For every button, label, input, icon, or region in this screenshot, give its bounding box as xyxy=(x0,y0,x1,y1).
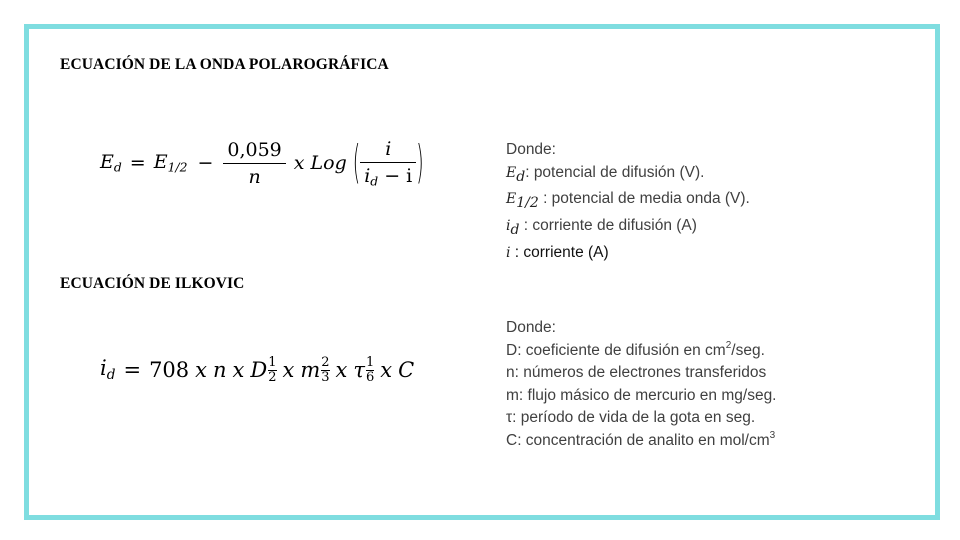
eq2-times: x xyxy=(282,358,295,382)
desc2-line: n: números de electrones transferidos xyxy=(506,364,767,381)
eq1-log-num: i xyxy=(385,137,392,160)
desc1-item: E1/2 : potencial de media onda (V). xyxy=(506,190,750,212)
eq2-tau: τ xyxy=(353,358,366,382)
eq2-m-exponent: 2 3 xyxy=(321,354,330,385)
eq2-times: x xyxy=(380,358,393,382)
ilkovic-equation xyxy=(100,345,414,395)
desc1-item: i : corriente (A) xyxy=(506,243,609,261)
eq1-lhs: $E_d$ xyxy=(100,151,122,175)
eq1-fraction xyxy=(223,139,285,188)
eq2-times: x xyxy=(335,358,348,382)
section2-description xyxy=(506,317,777,452)
desc2-line: τ: período de vida de la gota en seg. xyxy=(506,409,756,426)
eq1-equals: = xyxy=(129,152,146,174)
eq2-D-exponent: 1 2 xyxy=(268,354,277,385)
eq1-left-paren: ( xyxy=(352,136,361,190)
desc2-line: D: coeficiente de difusión en $cm^2$/seg. xyxy=(506,339,765,359)
eq2-equals: = xyxy=(123,358,142,382)
eq1-log-den: $i_d - i$ xyxy=(364,164,413,189)
eq2-lhs: $i_d$ xyxy=(100,356,116,384)
eq2-times: x xyxy=(232,358,245,382)
slide-frame xyxy=(24,24,940,520)
section1-title: ECUACIÓN DE LA ONDA POLAROGRÁFICA xyxy=(60,56,389,73)
eq2-tau-exponent: 1 6 xyxy=(366,354,375,385)
eq1-right-paren: ) xyxy=(416,136,424,190)
eq2-times: x xyxy=(195,358,207,382)
desc1-item: id : corriente de difusión (A) xyxy=(506,216,697,239)
desc2-line: m: flujo másico de mercurio en mg/seg. xyxy=(506,386,777,404)
eq1-fraction-den: n xyxy=(248,165,261,188)
section1-description xyxy=(506,139,750,264)
eq2-constant: 708 xyxy=(149,358,190,382)
desc1-item: Ed: potencial de difusión (V). xyxy=(506,163,705,185)
eq1-log-fraction xyxy=(360,138,416,189)
eq1-fraction-num: 0,059 xyxy=(227,138,282,161)
eq2-n: n xyxy=(213,358,227,382)
desc2-heading: Donde: xyxy=(506,319,556,336)
eq1-minus: − xyxy=(197,152,214,174)
eq1-e-half: $E_{1/2}$ xyxy=(153,151,188,175)
polarographic-equation xyxy=(100,128,424,198)
eq2-m: m xyxy=(300,358,321,382)
eq2-C: C xyxy=(398,358,415,382)
desc2-line: C: concentración de analito en mol/$cm^3$ xyxy=(506,429,776,449)
desc1-heading: Donde: xyxy=(506,141,556,158)
section2-title: ECUACIÓN DE ILKOVIC xyxy=(60,275,245,292)
eq1-times-log: x Log xyxy=(293,152,347,174)
eq2-D: D xyxy=(250,358,268,382)
